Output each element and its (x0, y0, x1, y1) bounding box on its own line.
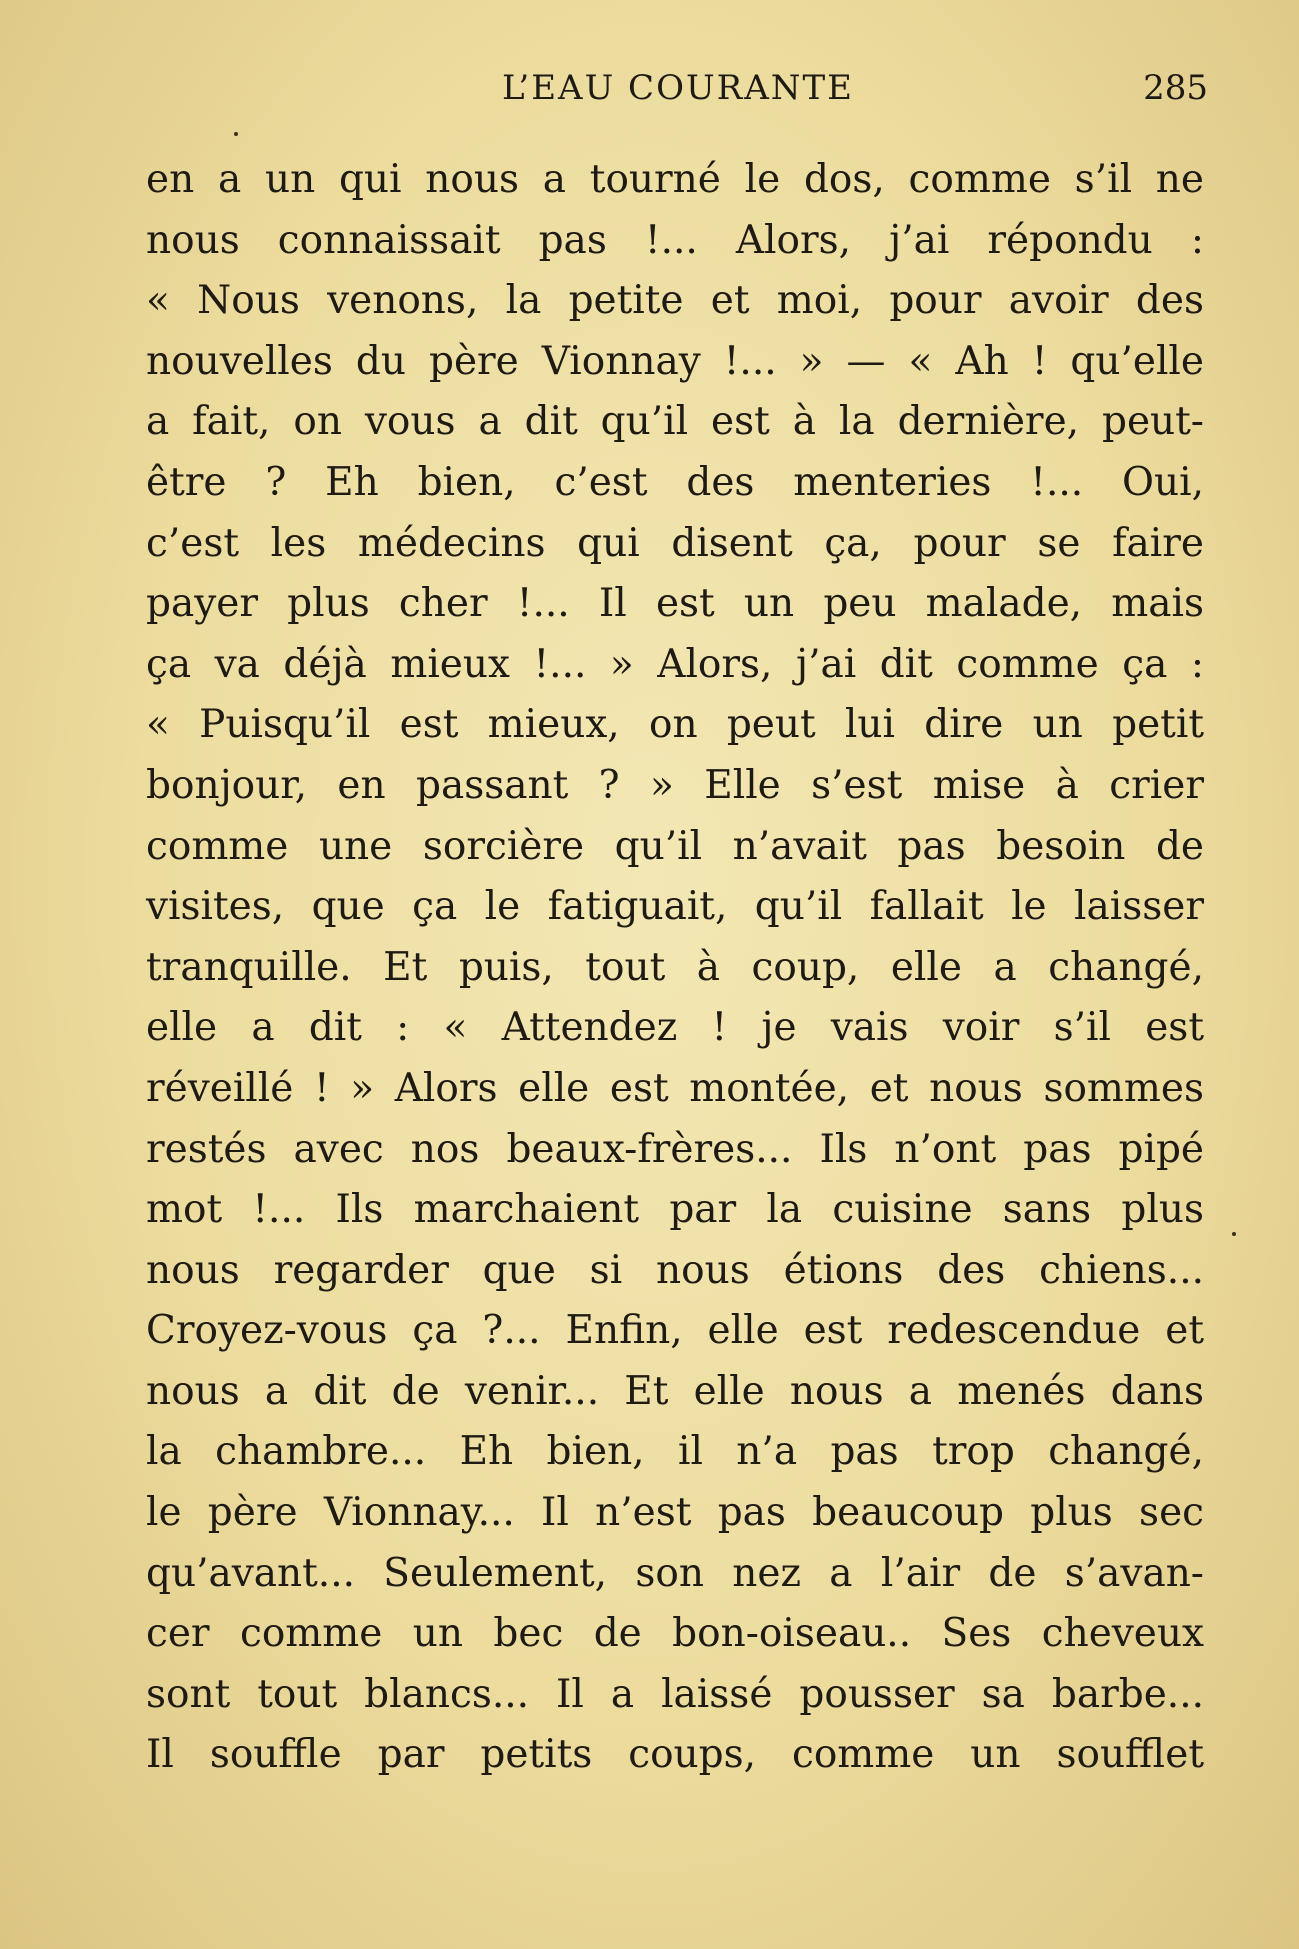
text-line: restés avec nos beaux-frères... Ils n’ont pas pipé (146, 1126, 1204, 1172)
text-line: comme une sorcière qu’il n’avait pas besoin de (146, 823, 1204, 869)
text-line: tranquille. Et puis, tout à coup, elle a changé, (146, 944, 1204, 990)
text-line: nous connaissait pas !... Alors, j’ai répondu : (146, 217, 1204, 263)
running-title: L’EAU COURANTE (501, 68, 854, 108)
text-line: la chambre... Eh bien, il n’a pas trop changé, (146, 1429, 1204, 1475)
text-line: qu’avant... Seulement, son nez a l’air de s’avan- (146, 1550, 1204, 1596)
ink-speck (234, 132, 238, 136)
text-line: « Puisqu’il est mieux, on peut lui dire un petit (146, 702, 1204, 748)
text-line: a fait, on vous a dit qu’il est à la dernière, peut- (146, 399, 1204, 445)
text-line: cer comme un bec de bon-oiseau.. Ses cheveux (146, 1611, 1204, 1657)
text-line: elle a dit : « Attendez ! je vais voir s’il est (146, 1005, 1204, 1051)
text-line: Croyez-vous ça ?... Enfin, elle est redescendue et (146, 1308, 1204, 1354)
text-line: sont tout blancs... Il a laissé pousser sa barbe... (146, 1671, 1204, 1717)
ink-speck (1232, 1232, 1236, 1236)
text-line: en a un qui nous a tourné le dos, comme s’il ne (146, 157, 1204, 202)
text-line: payer plus cher !... Il est un peu malade, mais (146, 581, 1204, 627)
text-line: le père Vionnay... Il n’est pas beaucoup plus sec (146, 1490, 1204, 1536)
text-line: être ? Eh bien, c’est des menteries !... Oui, (146, 459, 1204, 505)
text-line: nous a dit de venir... Et elle nous a menés dans (146, 1368, 1204, 1414)
body-text (146, 150, 1204, 1786)
text-line: nouvelles du père Vionnay !... » — « Ah ! qu’elle (146, 338, 1204, 384)
text-line: Il souffle par petits coups, comme un soufflet (146, 1732, 1204, 1778)
text-line: réveillé ! » Alors elle est montée, et nous sommes (146, 1065, 1204, 1111)
text-line: c’est les médecins qui disent ça, pour se faire (146, 520, 1204, 566)
text-line: visites, que ça le fatiguait, qu’il fallait le laisser (146, 884, 1204, 930)
text-line: ça va déjà mieux !... » Alors, j’ai dit comme ça : (146, 641, 1204, 687)
text-line: nous regarder que si nous étions des chiens... (146, 1247, 1204, 1293)
text-line: bonjour, en passant ? » Elle s’est mise à crier (146, 762, 1204, 808)
text-line: « Nous venons, la petite et moi, pour avoir des (146, 278, 1204, 324)
page-number: 285 (1143, 68, 1208, 108)
page-header (148, 62, 1208, 110)
text-line: mot !... Ils marchaient par la cuisine sans plus (146, 1187, 1204, 1233)
